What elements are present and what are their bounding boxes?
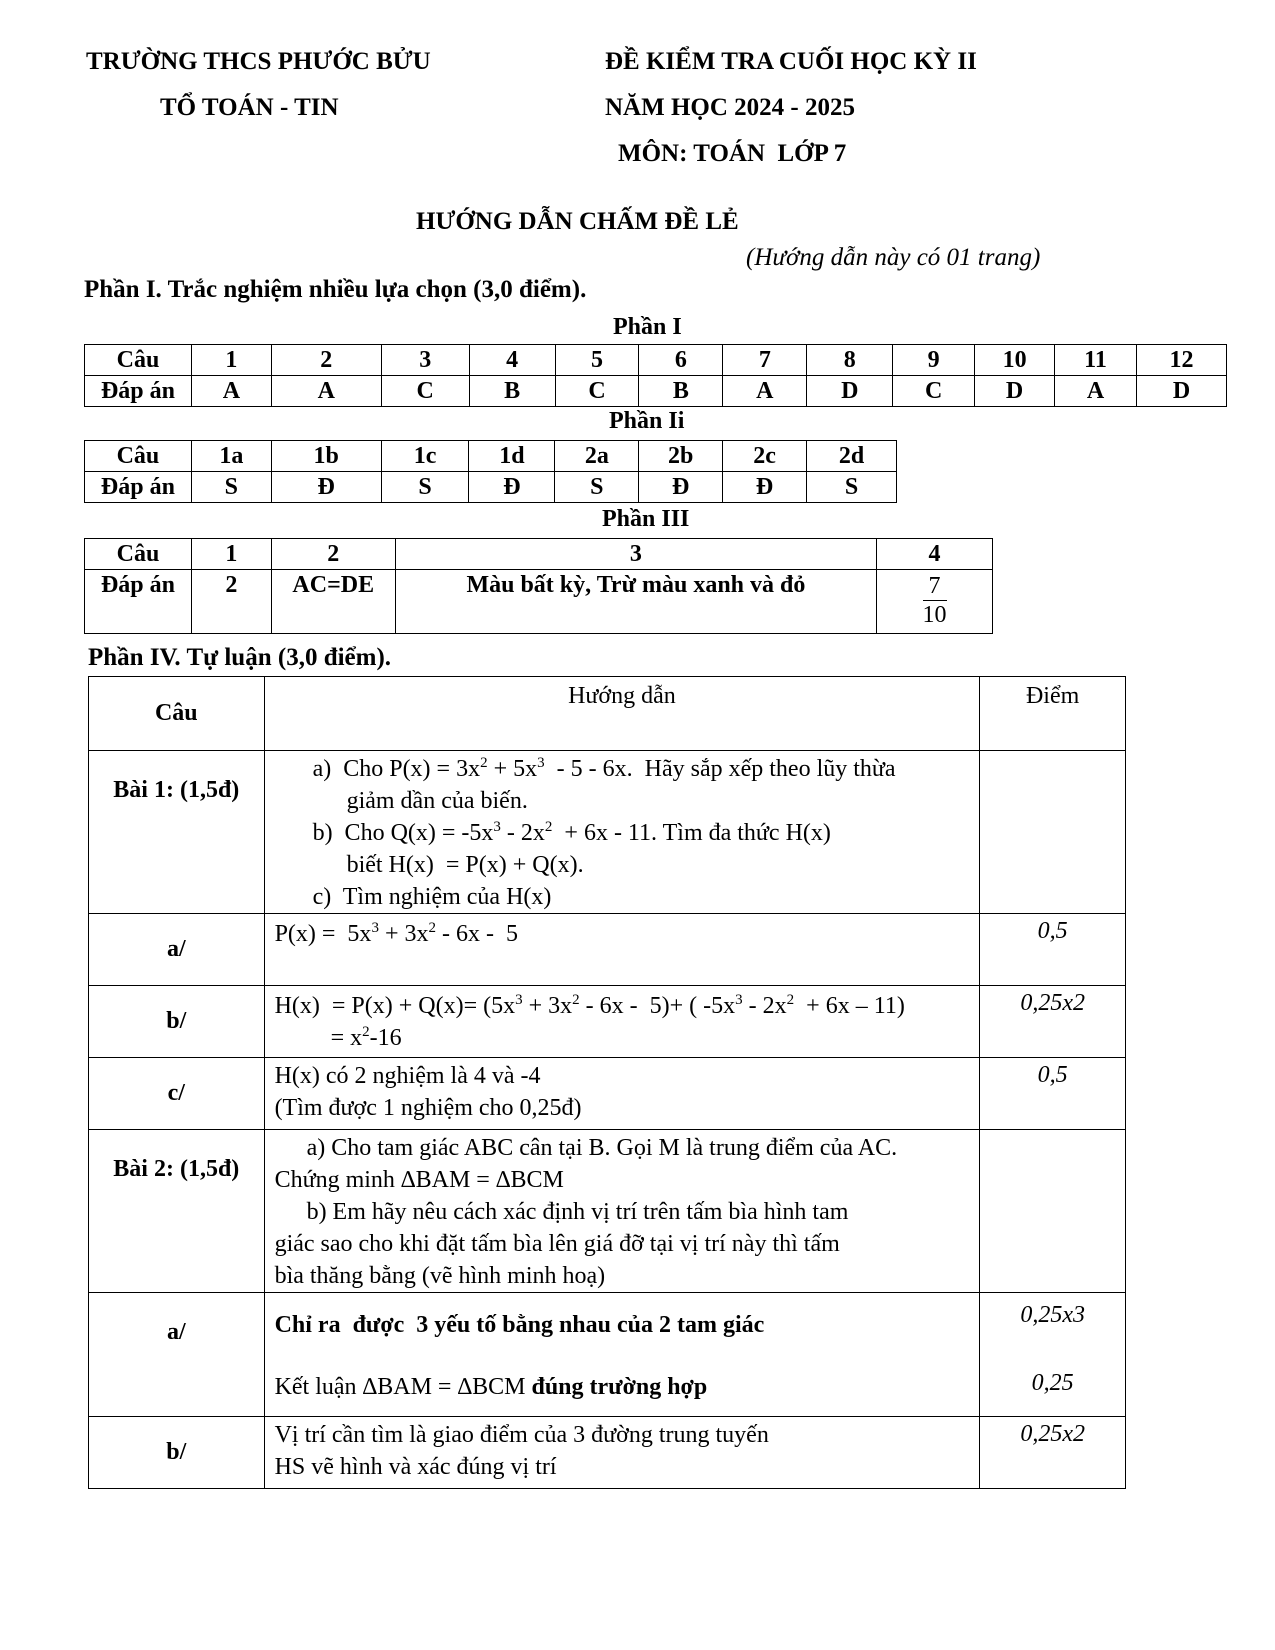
text: - 2x [742,993,787,1019]
table-row [89,751,1126,914]
question-bai1: Bài 1: (1,5đ) [89,751,265,914]
table-row [89,986,1126,1058]
exponent: 2 [480,755,488,771]
answer-table-part2 [84,440,897,503]
guide-line: b) Em hãy nêu cách xác định vị trí trên tấm bìa hình tam [306,1199,849,1225]
table-row [85,441,897,472]
fraction-numerator: 7 [923,572,947,601]
guide-line [275,1371,980,1403]
pages-note: (Hướng dẫn này có 01 trang) [746,244,1041,271]
subject: MÔN: TOÁN LỚP 7 [618,140,847,167]
score-1a: 0,5 [980,914,1126,986]
bai1-a-line [313,753,980,785]
table1-caption: Phần I [613,314,682,340]
question-cell: 12 [1136,345,1226,376]
answer-cell: C [381,376,469,407]
answer-cell: Đ [271,472,381,503]
exponent: 3 [371,920,379,936]
bai1-problem [264,751,980,914]
answer-label: Đáp án [85,376,192,407]
question-cell: 3 [395,539,876,570]
exponent: 2 [544,819,553,835]
guide-1a [264,914,980,986]
table3-caption: Phần III [602,506,690,532]
table-row [89,914,1126,986]
column-header-question: Câu [89,677,265,751]
answer-cell: A [723,376,807,407]
guide-2a [264,1293,980,1417]
text: + 5x [487,756,538,782]
guide-line: giác sao cho khi đặt tấm bìa lên giá đỡ tại vị trí này thì tấm [274,1231,840,1257]
guide-1b [264,986,980,1058]
column-header-score: Điểm [980,677,1126,751]
question-cell: 1b [271,441,381,472]
question-cell: 1c [381,441,469,472]
answer-label: Đáp án [85,472,192,503]
text: a) Cho P(x) = 3x [312,756,481,782]
question-cell: 1a [191,441,271,472]
answer-cell: Đ [469,472,555,503]
guide-line [275,918,980,950]
exponent: 2 [572,992,580,1008]
question-cell: 10 [975,345,1055,376]
part4-heading: Phần IV. Tự luận (3,0 điểm). [88,644,392,671]
text: đúng trường hợp [525,1374,708,1400]
text: Kết luận [274,1374,363,1400]
question-cell: 3 [381,345,469,376]
fraction-denominator: 10 [922,602,947,628]
table-row [85,570,993,634]
guide-line [275,1022,980,1054]
answer-table-part3 [84,538,993,634]
question-cell: 4 [469,345,555,376]
guide-line: Vị trí cần tìm là giao điểm của 3 đường trung tuyến [274,1422,769,1448]
question-cell: 5 [555,345,639,376]
exponent: 3 [493,819,501,835]
answer-table-part1 [84,344,1227,407]
text: -16 [369,1025,402,1051]
table-row [89,677,1126,751]
question-1c: c/ [89,1058,265,1130]
guide-line: H(x) có 2 nghiệm là 4 và -4 [274,1063,541,1089]
table-row [89,1130,1126,1293]
guide-1c [264,1058,980,1130]
score-empty [980,1130,1126,1293]
question-2a: a/ [89,1293,265,1417]
question-cell: 2d [807,441,897,472]
guide-line: HS vẽ hình và xác đúng vị trí [274,1454,557,1480]
answer-label: Đáp án [85,570,192,634]
answer-cell-fraction [877,570,993,634]
score-line: 0,25x3 [1020,1302,1085,1328]
text: - 6x - 5 [435,921,518,947]
answer-cell: D [807,376,893,407]
text: + 6x - 11. Tìm đa thức H(x) [552,820,831,846]
text: + 3x [522,993,573,1019]
question-cell: 9 [893,345,975,376]
exponent: 2 [786,992,795,1008]
exponent: 2 [362,1024,370,1040]
table-row [89,1293,1126,1417]
answer-cell: S [191,472,271,503]
score-line: 0,25 [1031,1370,1074,1396]
text: H(x) = P(x) + Q(x)= (5x [274,993,516,1019]
question-cell: 2a [555,441,639,472]
exponent: 3 [537,755,545,771]
table-row [89,1417,1126,1489]
score-1b: 0,25x2 [980,986,1126,1058]
question-cell: 2 [271,539,395,570]
table-row [85,345,1227,376]
text: - 5 - 6x. Hãy sắp xếp theo lũy thừa [544,756,896,782]
question-1a: a/ [89,914,265,986]
table2-caption: Phần Ii [609,408,685,434]
answer-cell: A [1055,376,1137,407]
text: + 3x [378,921,429,947]
text: - 2x [500,820,545,846]
column-header-guide: Hướng dẫn [264,677,980,751]
answer-cell: S [381,472,469,503]
essay-table [88,676,1126,1489]
question-1b: b/ [89,986,265,1058]
score-2b: 0,25x2 [980,1417,1126,1489]
bai1-b-line2: biết H(x) = P(x) + Q(x). [346,852,584,878]
school-name: TRƯỜNG THCS PHƯỚC BỬU [86,48,431,75]
answer-cell: D [975,376,1055,407]
exponent: 3 [735,992,743,1008]
exponent: 3 [515,992,523,1008]
answer-cell: C [555,376,639,407]
answer-cell: B [469,376,555,407]
guide-line: bìa thăng bằng (vẽ hình minh hoạ) [274,1263,606,1289]
fraction [923,572,947,629]
guide-2b [264,1417,980,1489]
guide-line: Chỉ ra được 3 yếu tố bằng nhau của 2 tam giác [274,1312,765,1338]
question-cell: 1d [469,441,555,472]
question-2b: b/ [89,1417,265,1489]
table-row [85,472,897,503]
answer-cell: S [555,472,639,503]
question-label: Câu [85,345,192,376]
question-cell: 8 [807,345,893,376]
question-bai2: Bài 2: (1,5đ) [89,1130,265,1293]
answer-cell: B [639,376,723,407]
table-row [85,376,1227,407]
doc-title: HƯỚNG DẪN CHẤM ĐỀ LẺ [416,208,739,235]
text: = x [330,1025,363,1051]
guide-line: (Tìm được 1 nghiệm cho 0,25đ) [274,1095,582,1121]
question-cell: 11 [1055,345,1137,376]
question-cell: 1 [191,345,271,376]
part1-heading: Phần I. Trắc nghiệm nhiều lựa chọn (3,0 điểm). [84,276,587,303]
answer-cell: Đ [639,472,723,503]
question-cell: 2b [639,441,723,472]
text: b) Cho Q(x) = -5x [312,820,494,846]
department-name: TỔ TOÁN - TIN [160,94,339,121]
text: P(x) = 5x [274,921,372,947]
bai1-c-line: c) Tìm nghiệm của H(x) [312,884,552,910]
question-cell: 1 [191,539,271,570]
score-2a [980,1293,1126,1417]
question-cell: 4 [877,539,993,570]
question-cell: 2c [723,441,807,472]
exam-title: ĐỀ KIỂM TRA CUỐI HỌC KỲ II [605,48,977,75]
question-cell: 2 [271,345,381,376]
table-row [85,539,993,570]
answer-cell: S [807,472,897,503]
question-label: Câu [85,441,192,472]
question-label: Câu [85,539,192,570]
question-cell: 6 [639,345,723,376]
guide-line: Chứng minh ∆BAM = ∆BCM [274,1167,564,1193]
answer-cell: AC=DE [271,570,395,634]
answer-cell: Đ [723,472,807,503]
answer-cell: C [893,376,975,407]
bai2-problem [264,1130,980,1293]
bai1-a-line2: giảm dần của biến. [346,788,528,814]
bai1-b-line [313,817,980,849]
table-row [89,1058,1126,1130]
answer-cell: 2 [191,570,271,634]
answer-cell: A [191,376,271,407]
text: + 6x – 11) [794,993,905,1019]
score-empty [980,751,1126,914]
question-cell: 7 [723,345,807,376]
text: - 6x - 5)+ ( -5x [579,993,736,1019]
guide-line [275,990,980,1022]
answer-cell: D [1136,376,1226,407]
answer-cell: Màu bất kỳ, Trừ màu xanh và đỏ [395,570,876,634]
answer-cell: A [271,376,381,407]
school-year: NĂM HỌC 2024 - 2025 [605,94,855,121]
score-1c: 0,5 [980,1058,1126,1130]
guide-line: a) Cho tam giác ABC cân tại B. Gọi M là trung điểm của AC. [306,1135,898,1161]
text: ∆BAM = ∆BCM [362,1374,526,1400]
exponent: 2 [428,920,436,936]
